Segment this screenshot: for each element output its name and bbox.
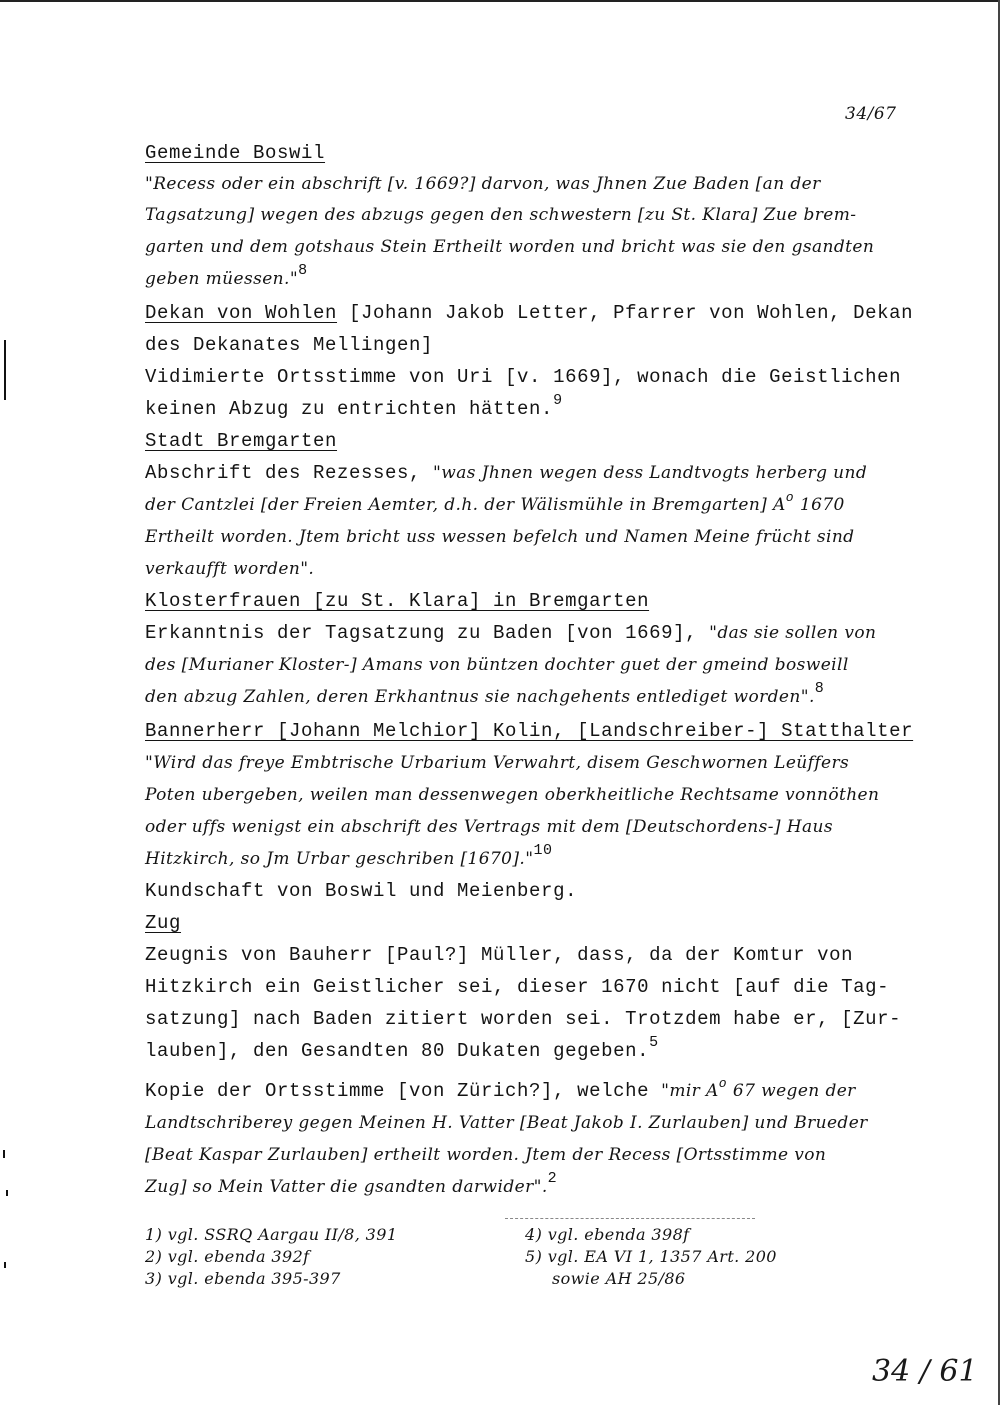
- footnote-marker: 8: [814, 680, 825, 697]
- quoted-text: Tagsatzung] wegen des abzugs gegen den schwestern [zu St. Klara] Zue brem-: [145, 205, 857, 225]
- quoted-text: der Cantzlei [der Freien Aemter, d.h. der Wälismühle in Bremgarten] A: [145, 495, 786, 515]
- section-heading: Stadt Bremgarten: [145, 430, 338, 452]
- scan-mark: [6, 1190, 8, 1196]
- text-line: [145, 914, 181, 933]
- quoted-text: des [Murianer Kloster-] Amans von büntzen dochter guet der gmeind bosweill: [145, 655, 849, 675]
- section-heading: Klosterfrauen [zu St. Klara] in Bremgarten: [145, 590, 650, 612]
- text-line: [145, 818, 833, 837]
- text-line: [145, 528, 854, 547]
- text-line: [145, 490, 845, 515]
- text-line: [145, 624, 876, 643]
- line-text: Kundschaft von Boswil und Meienberg.: [145, 880, 578, 902]
- text-line: [145, 336, 433, 355]
- line-text: Hitzkirch ein Geistlicher sei, dieser 1670 nicht [auf die Tag-: [145, 976, 890, 998]
- text-line: [145, 1076, 856, 1102]
- quoted-text: "das sie sollen von: [709, 623, 877, 643]
- quoted-text: "Wird das freye Embtrische Urbarium Verwahrt, disem Geschwornen Leüffers: [145, 753, 850, 773]
- footnote: 5) vgl. EA VI 1, 1357 Art. 200: [525, 1247, 777, 1266]
- line-text: keinen Abzug zu entrichten hätten.: [145, 398, 554, 420]
- footnote: 2) vgl. ebenda 392f: [145, 1247, 310, 1266]
- text-line: [145, 842, 553, 869]
- handwritten-page-number: 34 / 61: [872, 1354, 978, 1389]
- footnote-marker: 5: [649, 1034, 659, 1051]
- line-text: Vidimierte Ortsstimme von Uri [v. 1669], wonach die Geistlichen: [145, 366, 902, 388]
- scan-mark: [4, 340, 6, 400]
- quoted-text: "mir A: [661, 1081, 719, 1101]
- text-line: [145, 1146, 826, 1165]
- footnote: 1) vgl. SSRQ Aargau II/8, 391: [145, 1225, 398, 1244]
- text-line: [145, 432, 337, 451]
- text-line: [145, 722, 913, 741]
- quoted-text: garten und dem gotshaus Stein Ertheilt worden und bricht was sie den gsandten: [145, 237, 875, 257]
- text-line: [145, 882, 577, 901]
- quoted-text: geben müessen.": [145, 269, 299, 289]
- text-line: [145, 368, 901, 387]
- scan-mark: [3, 1150, 5, 1158]
- text-line: [145, 206, 856, 225]
- line-text: Abschrift des Rezesses,: [145, 462, 434, 484]
- text-line: [145, 656, 849, 675]
- quoted-text: 67 wegen der: [727, 1081, 856, 1101]
- text-line: [145, 786, 879, 805]
- text-line: [145, 1114, 868, 1133]
- line-text: [Johann Jakob Letter, Pfarrer von Wohlen, Dekan: [337, 302, 914, 324]
- text-line: [145, 946, 853, 965]
- text-line: [145, 238, 874, 257]
- footnote-marker: 2: [547, 1170, 558, 1187]
- text-line: [145, 144, 325, 163]
- quoted-text: Ertheilt worden. Jtem bricht uss wessen befelch und Namen Meine frücht sind: [145, 527, 855, 547]
- quoted-text: den abzug Zahlen, deren Erkhantnus sie nachgehents entlediget worden".: [145, 687, 815, 707]
- text-line: [145, 1010, 901, 1029]
- footnote: 3) vgl. ebenda 395-397: [145, 1269, 341, 1288]
- line-text: des Dekanates Mellingen]: [145, 334, 434, 356]
- line-text: satzung] nach Baden zitiert worden sei. Trotzdem habe er, [Zur-: [145, 1008, 902, 1030]
- section-heading: Dekan von Wohlen: [145, 302, 338, 324]
- scan-mark: [4, 1262, 6, 1268]
- text-line: [145, 392, 563, 420]
- quoted-text: verkaufft worden".: [145, 559, 315, 579]
- superscript-o: o: [718, 1076, 728, 1091]
- line-text: Zeugnis von Bauherr [Paul?] Müller, dass, da der Komtur von: [145, 944, 854, 966]
- text-line: [145, 560, 314, 579]
- quoted-text: "was Jhnen wegen dess Landtvogts herberg und: [433, 463, 868, 483]
- superscript-o: o: [785, 490, 795, 505]
- text-line: [145, 978, 889, 997]
- footnote-marker: 8: [298, 262, 308, 279]
- line-text: Erkanntnis der Tagsatzung zu Baden [von 1669],: [145, 622, 710, 644]
- quoted-text: Poten ubergeben, weilen man dessenwegen oberkheitliche Rechtsame vonnöthen: [145, 785, 880, 805]
- section-heading: Zug: [145, 912, 182, 934]
- quoted-text: oder uffs wenigst ein abschrift des Vertrags mit dem [Deutschordens-] Haus: [145, 817, 833, 837]
- text-line: [145, 175, 821, 194]
- text-line: [145, 1034, 659, 1062]
- line-text: lauben], den Gesandten 80 Dukaten gegeben.: [145, 1040, 650, 1062]
- line-text: Kopie der Ortsstimme [von Zürich?], welche: [145, 1080, 662, 1102]
- quoted-text: Zug] so Mein Vatter die gsandten darwider".: [145, 1177, 548, 1197]
- footnote: sowie AH 25/86: [552, 1269, 686, 1288]
- text-line: [145, 464, 867, 483]
- quoted-text: "Recess oder ein abschrift [v. 1669?] darvon, was Jhnen Zue Baden [an der: [145, 174, 821, 194]
- quoted-text: [Beat Kaspar Zurlauben] ertheilt worden. Jtem der Recess [Ortsstimme von: [145, 1145, 827, 1165]
- text-line: [145, 680, 825, 707]
- text-line: [145, 1170, 558, 1197]
- section-heading: Gemeinde Boswil: [145, 142, 326, 164]
- page-number: 34/67: [845, 104, 897, 124]
- footnote-marker: 9: [553, 392, 563, 409]
- quoted-text: 1670: [794, 495, 845, 515]
- footnote-marker: 10: [533, 842, 553, 859]
- quoted-text: Landtschriberey gegen Meinen H. Vatter [Beat Jakob I. Zurlauben] und Brueder: [145, 1113, 868, 1133]
- footnote-rule: [505, 1218, 755, 1219]
- section-heading: Bannerherr [Johann Melchior] Kolin, [Landschreiber-] Statthalter: [145, 720, 914, 742]
- text-line: [145, 754, 849, 773]
- text-line: [145, 304, 913, 323]
- text-line: [145, 592, 649, 611]
- scan-border-top: [0, 0, 1000, 2]
- text-line: [145, 262, 308, 289]
- footnote: 4) vgl. ebenda 398f: [525, 1225, 690, 1244]
- quoted-text: Hitzkirch, so Jm Urbar geschriben [1670].": [145, 849, 534, 869]
